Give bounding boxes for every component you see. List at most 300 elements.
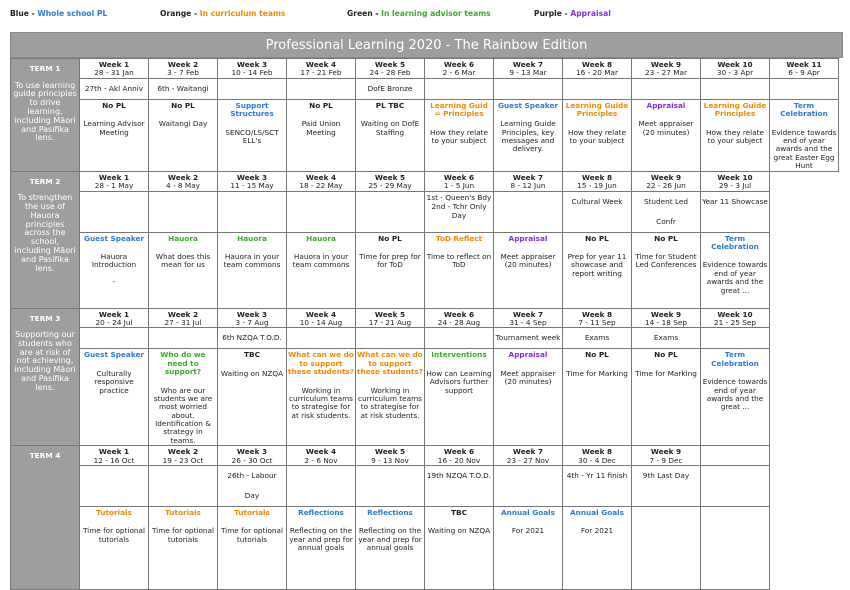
pl-description: Who are our students we are most worried about. Identification & strategy in teams. (153, 385, 213, 445)
empty-cell (770, 507, 839, 590)
detail-cell (494, 232, 563, 308)
week-cell (425, 59, 494, 79)
week-cell (701, 446, 770, 466)
pl-heading: Annual Goals (501, 508, 555, 518)
event-cell (425, 191, 494, 232)
week-cell (356, 59, 425, 79)
week-dates: 15 - 19 Jun (577, 181, 617, 191)
week-dates: 21 - 25 Sep (714, 317, 756, 327)
event-cell (356, 466, 425, 507)
pl-heading: Who do we need to support? (160, 350, 206, 377)
week-dates: 10 - 14 Aug (299, 317, 343, 327)
empty-cell (770, 171, 839, 191)
detail-cell (287, 99, 356, 171)
week-number: Week 5 (374, 172, 406, 182)
event-cell (356, 78, 425, 99)
pl-heading: Appraisal (508, 350, 548, 360)
pl-heading: Tutorials (234, 508, 270, 518)
detail-cell (425, 507, 494, 590)
week-cell (563, 446, 632, 466)
detail-row (11, 232, 839, 308)
week-number: Week 5 (374, 309, 406, 319)
pl-heading: Tutorials (165, 508, 201, 518)
pl-description: Evidence towards end of year awards and the great ... (702, 260, 768, 295)
pl-description: Time for optional tutorials (151, 526, 215, 544)
week-number: Week 5 (374, 447, 406, 457)
legend-key: Green - (347, 9, 382, 18)
event-cell (425, 466, 494, 507)
week-cell (425, 308, 494, 328)
event-cell (287, 466, 356, 507)
week-cell (218, 308, 287, 328)
week-number: Week 3 (236, 172, 268, 182)
week-number: Week 9 (650, 447, 682, 457)
event-text: 4th - Yr 11 finish (566, 471, 628, 481)
color-legend (0, 9, 850, 23)
event-cell (218, 466, 287, 507)
week-cell (563, 59, 632, 79)
event-cell (218, 328, 287, 349)
legend-item-green (347, 9, 491, 18)
week-number: Week 1 (98, 447, 130, 457)
pl-heading: Learning Guid = Principles (430, 100, 488, 119)
detail-cell (632, 349, 701, 446)
pl-description: How they relate to your subject (567, 127, 627, 145)
term-name: TERM 4 (29, 451, 61, 461)
week-number: Week 1 (98, 172, 130, 182)
week-row (11, 308, 839, 328)
pl-description: Reflecting on the year and prep for annual goals (358, 526, 422, 553)
detail-cell (425, 99, 494, 171)
legend-key: Orange - (160, 9, 200, 18)
detail-cell (80, 99, 149, 171)
week-cell (494, 308, 563, 328)
event-row (11, 78, 839, 99)
week-cell (494, 171, 563, 191)
week-dates: 2 - 6 Nov (304, 455, 338, 465)
pl-description: Working in curriculum teams to strategise for at risk students. (289, 385, 353, 420)
legend-item-orange (160, 9, 285, 18)
pl-heading: No PL (654, 350, 678, 360)
event-text: Year 11 Showcase (702, 196, 768, 206)
pl-heading: Tutorials (96, 508, 132, 518)
detail-row (11, 99, 839, 171)
pl-heading: No PL (585, 233, 609, 243)
week-dates: 2 - 6 Mar (442, 68, 476, 78)
event-cell (425, 78, 494, 99)
pl-heading: Learning Guide Principles (565, 100, 629, 119)
pl-description: Waiting on DofE Staffing (360, 119, 420, 137)
detail-cell (632, 99, 701, 171)
detail-cell (80, 349, 149, 446)
week-cell (425, 446, 494, 466)
pl-heading: Hauora (168, 233, 198, 243)
event-text: 6th NZQA T.O.D. (222, 333, 282, 343)
pl-heading: No PL (585, 350, 609, 360)
term-label-cell (11, 59, 80, 172)
week-number: Week 2 (167, 60, 199, 69)
week-number: Week 7 (512, 309, 544, 319)
empty-cell (770, 349, 839, 446)
pl-description: How can Learning Advisors further support (426, 368, 492, 395)
event-cell (632, 191, 701, 232)
pl-heading: Guest Speaker (83, 233, 145, 243)
week-dates: 17 - 21 Feb (300, 68, 342, 78)
event-row (11, 466, 839, 507)
week-cell (494, 446, 563, 466)
event-cell (770, 78, 839, 99)
detail-cell (425, 232, 494, 308)
pl-description: For 2021 (580, 526, 614, 536)
event-text: 6th - Waitangi (157, 83, 209, 93)
week-dates: 26 - 30 Oct (231, 455, 273, 465)
week-cell (80, 308, 149, 328)
week-dates: 16 - 20 Nov (437, 455, 481, 465)
week-cell (701, 59, 770, 79)
week-cell (356, 308, 425, 328)
pl-description: Hauora in your team commons (292, 251, 350, 270)
week-cell (563, 171, 632, 191)
week-dates: 24 - 28 Aug (437, 317, 481, 327)
detail-cell (218, 232, 287, 308)
page-title: Professional Learning 2020 - The Rainbow Edition (10, 32, 843, 58)
week-number: Week 5 (374, 60, 406, 69)
pl-heading: What can we do to support these students? (357, 350, 423, 377)
event-cell (80, 191, 149, 232)
week-dates: 7 - 9 Dec (649, 455, 683, 465)
pl-heading: PL TBC (375, 100, 405, 110)
week-dates: 16 - 20 Mar (576, 68, 618, 78)
pl-description: How they relate to your subject (705, 127, 765, 145)
week-dates: 23 - 27 Mar (645, 68, 687, 78)
event-cell (80, 466, 149, 507)
pl-heading: TBC (451, 508, 467, 518)
event-cell (563, 191, 632, 232)
week-number: Week 9 (650, 60, 682, 69)
detail-cell (149, 507, 218, 590)
event-cell (632, 78, 701, 99)
legend-key: Purple - (534, 9, 571, 18)
detail-cell (356, 99, 425, 171)
detail-cell (149, 232, 218, 308)
week-cell (632, 59, 701, 79)
pl-heading: Appraisal (508, 233, 548, 243)
pl-description: SENCO/LS/SCT ELL's (225, 127, 279, 145)
pl-heading: Term Celebration (711, 233, 759, 251)
pl-description: Time for optional tutorials (82, 526, 146, 544)
pl-heading: Guest Speaker (83, 350, 145, 360)
week-cell (149, 308, 218, 328)
week-number: Week 3 (236, 447, 268, 457)
pl-heading: Reflections (367, 508, 413, 518)
pl-heading: Learning Guide Principles (703, 100, 767, 119)
pl-description: Meet appraiser (20 minutes) (500, 368, 556, 387)
empty-cell (770, 328, 839, 349)
pl-description: Time for prep for for ToD (359, 251, 421, 270)
event-text: Cultural Week (571, 196, 623, 206)
event-cell (287, 78, 356, 99)
term-name: TERM 1 (29, 64, 61, 73)
event-cell (701, 466, 770, 507)
pl-heading: No PL (378, 233, 402, 243)
pl-description: Reflecting on the year and prep for annual goals (289, 526, 353, 553)
week-cell (218, 171, 287, 191)
event-cell (494, 466, 563, 507)
week-number: Week 6 (443, 60, 475, 69)
pl-heading: Term Celebration (780, 100, 828, 119)
week-number: Week 11 (786, 60, 822, 69)
empty-cell (770, 232, 839, 308)
week-cell (701, 171, 770, 191)
week-number: Week 6 (443, 447, 475, 457)
event-cell (149, 191, 218, 232)
event-cell (149, 78, 218, 99)
legend-label: Appraisal (570, 9, 611, 18)
pl-description: For 2021 (511, 526, 545, 536)
empty-cell (770, 191, 839, 232)
event-text: 19th NZQA T.O.D. (426, 471, 492, 481)
pl-description: What does this mean for us (155, 251, 211, 270)
week-cell (149, 59, 218, 79)
event-cell (356, 191, 425, 232)
pl-description: Learning Advisor Meeting (83, 119, 145, 137)
event-text: Exams (584, 333, 610, 343)
detail-cell (632, 507, 701, 590)
pl-heading: Support Structures (230, 100, 274, 119)
legend-label: In curriculum teams (199, 9, 286, 18)
week-number: Week 2 (167, 172, 199, 182)
empty-cell (770, 466, 839, 507)
week-dates: 3 - 7 Feb (167, 68, 199, 78)
detail-cell (563, 349, 632, 446)
week-dates: 25 - 29 May (368, 181, 412, 191)
week-cell (356, 171, 425, 191)
detail-cell (632, 232, 701, 308)
pl-description: Time for Marking (566, 368, 628, 378)
week-dates: 24 - 28 Feb (369, 68, 411, 78)
pl-description: Evidence towards end of year awards and the great ... (702, 377, 768, 412)
legend-item-purple (534, 9, 611, 18)
week-number: Week 7 (512, 172, 544, 182)
pl-description: Time for Marking (635, 368, 697, 378)
detail-cell (149, 99, 218, 171)
week-number: Week 8 (581, 309, 613, 319)
event-cell (494, 328, 563, 349)
detail-cell (701, 507, 770, 590)
detail-cell (701, 99, 770, 171)
event-text: DofE Bronze (367, 83, 413, 93)
pl-description: Prep for year 11 showcase and report writing (567, 251, 627, 278)
week-number: Week 9 (650, 172, 682, 182)
week-dates: 7 - 11 Sep (578, 317, 616, 327)
pl-description: Paid Union Meeting (301, 119, 341, 137)
week-number: Week 3 (236, 309, 268, 319)
term-label-cell (11, 171, 80, 308)
detail-cell (149, 349, 218, 446)
pl-description: Evidence towards end of year awards and the great Easter Egg Hunt (771, 127, 837, 171)
detail-cell (770, 99, 839, 171)
week-dates: 3 - 7 Aug (235, 317, 269, 327)
event-text: 9th Last Day (642, 471, 690, 481)
event-text: Student Led Confr (643, 196, 689, 226)
week-cell (80, 171, 149, 191)
term-description: To use learning guide principles to drive learning, including Māori and Pasifika lens. (13, 80, 77, 143)
week-number: Week 10 (717, 309, 753, 319)
week-number: Week 4 (305, 447, 337, 457)
empty-cell (770, 446, 839, 466)
week-dates: 6 - 9 Apr (788, 68, 820, 78)
legend-item-blue (10, 9, 107, 18)
pl-heading: Appraisal (646, 100, 686, 110)
event-text: 1st - Queen's Bdy 2nd - Tchr Only Day (426, 192, 492, 220)
empty-cell (770, 308, 839, 328)
detail-cell (563, 99, 632, 171)
week-dates: 30 - 4 Dec (578, 455, 616, 465)
week-dates: 4 - 8 May (166, 181, 200, 191)
week-cell (632, 446, 701, 466)
detail-cell (494, 99, 563, 171)
term-label-cell (11, 308, 80, 446)
week-dates: 31 - 4 Sep (509, 317, 547, 327)
week-number: Week 6 (443, 172, 475, 182)
week-cell (218, 59, 287, 79)
pl-heading: Annual Goals (570, 508, 624, 518)
event-cell (494, 191, 563, 232)
week-dates: 9 - 13 Mar (509, 68, 547, 78)
event-text: Tournament week (495, 333, 561, 343)
detail-row (11, 507, 839, 590)
week-row (11, 446, 839, 466)
detail-cell (218, 507, 287, 590)
event-cell (425, 328, 494, 349)
week-row (11, 171, 839, 191)
pl-heading: No PL (654, 233, 678, 243)
week-dates: 22 - 26 Jun (646, 181, 686, 191)
professional-learning-table (10, 58, 839, 590)
pl-heading: ToD Reflect (435, 233, 483, 243)
detail-cell (425, 349, 494, 446)
week-number: Week 7 (512, 60, 544, 69)
event-row (11, 191, 839, 232)
detail-cell (218, 99, 287, 171)
week-dates: 20 - 24 Jul (95, 317, 133, 327)
term-name: TERM 3 (29, 313, 61, 323)
week-number: Week 1 (98, 60, 130, 69)
week-number: Week 8 (581, 172, 613, 182)
detail-cell (701, 349, 770, 446)
event-cell (80, 328, 149, 349)
event-cell (494, 78, 563, 99)
event-cell (701, 191, 770, 232)
legend-label: In learning advisor teams (381, 9, 491, 18)
week-dates: 1 - 5 Jun (443, 181, 475, 191)
week-cell (149, 446, 218, 466)
week-number: Week 6 (443, 309, 475, 319)
week-cell (149, 171, 218, 191)
pl-heading: TBC (244, 350, 260, 360)
week-cell (287, 171, 356, 191)
event-cell (701, 78, 770, 99)
detail-cell (563, 507, 632, 590)
term-description: To strengthen the use of Hauora principles across the school, including Māori and Pasifika lens. (14, 193, 76, 273)
event-cell (218, 78, 287, 99)
pl-heading: Term Celebration (711, 350, 759, 368)
pl-description: Hauora Introduction - (91, 251, 137, 287)
week-cell (632, 171, 701, 191)
detail-cell (494, 349, 563, 446)
week-number: Week 10 (717, 172, 753, 182)
pl-description: How they relate to your subject (429, 127, 489, 145)
detail-cell (701, 232, 770, 308)
detail-cell (80, 507, 149, 590)
legend-label: Whole school PL (37, 9, 108, 18)
detail-cell (287, 232, 356, 308)
pl-heading: Reflections (298, 508, 344, 518)
event-text: 27th - Akl Anniv (84, 83, 144, 93)
week-cell (494, 59, 563, 79)
week-dates: 27 - 31 Jul (164, 317, 202, 327)
event-cell (287, 191, 356, 232)
week-row (11, 59, 839, 79)
pl-description: Waiting on NZQA (220, 368, 284, 378)
week-cell (80, 59, 149, 79)
event-cell (356, 328, 425, 349)
week-number: Week 4 (305, 60, 337, 69)
week-cell (287, 59, 356, 79)
pl-description: Culturally responsive practice (94, 368, 134, 395)
term-name: TERM 2 (29, 176, 61, 186)
week-cell (287, 308, 356, 328)
detail-cell (287, 349, 356, 446)
week-dates: 9 - 13 Nov (371, 455, 409, 465)
week-cell (80, 446, 149, 466)
pl-description: Time to reflect on ToD (426, 251, 492, 270)
pl-heading: Interventions (431, 350, 487, 360)
week-number: Week 2 (167, 447, 199, 457)
event-cell (218, 191, 287, 232)
week-number: Week 7 (512, 447, 544, 457)
event-cell (563, 78, 632, 99)
event-cell (632, 328, 701, 349)
week-dates: 23 - 27 Nov (506, 455, 550, 465)
legend-key: Blue - (10, 9, 38, 18)
event-cell (149, 328, 218, 349)
detail-cell (287, 507, 356, 590)
week-cell (287, 446, 356, 466)
event-cell (563, 466, 632, 507)
week-cell (218, 446, 287, 466)
event-cell (149, 466, 218, 507)
event-text: 26th - Labour Day (227, 471, 277, 501)
week-number: Week 8 (581, 447, 613, 457)
week-cell (356, 446, 425, 466)
detail-cell (563, 232, 632, 308)
detail-cell (356, 232, 425, 308)
event-cell (632, 466, 701, 507)
event-cell (701, 328, 770, 349)
week-dates: 28 - 31 Jan (94, 68, 134, 78)
week-number: Week 1 (98, 309, 130, 319)
term-description: Supporting our students who are at risk of not achieving, including Māori and Pasifika lens. (14, 330, 76, 392)
week-number: Week 3 (236, 60, 268, 69)
event-cell (80, 78, 149, 99)
event-cell (563, 328, 632, 349)
event-row (11, 328, 839, 349)
detail-cell (80, 232, 149, 308)
pl-description: Meet appraiser (20 minutes) (638, 119, 694, 137)
week-dates: 19 - 23 Oct (162, 455, 204, 465)
event-cell (287, 328, 356, 349)
